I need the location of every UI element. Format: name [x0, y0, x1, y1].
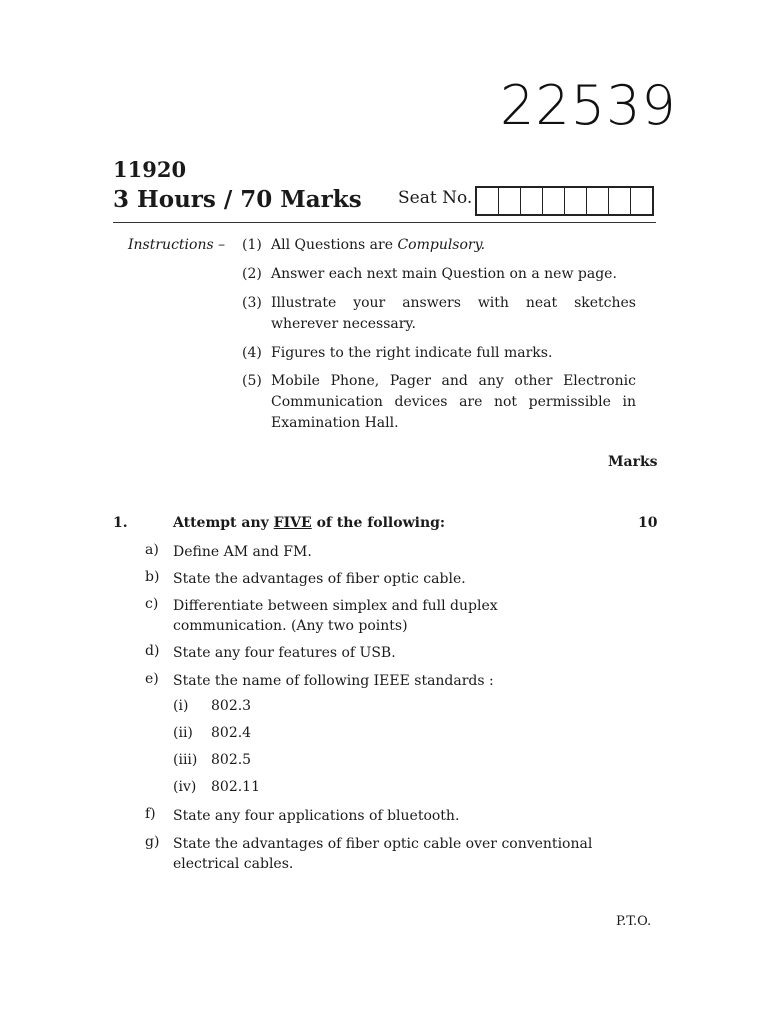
instruction-item — [242, 264, 642, 285]
instruction-number: (5) — [242, 373, 262, 389]
subquestion-text: State any four applications of bluetooth. — [173, 808, 460, 824]
standard-value: 802.3 — [211, 698, 252, 714]
standard-number: (i) — [173, 698, 189, 714]
question-number: 1. — [113, 515, 128, 531]
instruction-text: Answer each next main Question on a new page. — [271, 266, 617, 282]
subquestion-letter: e) — [145, 671, 159, 687]
subquestion-letter: c) — [145, 596, 159, 612]
seat-digit-box[interactable] — [609, 188, 631, 214]
subquestion-text: State the advantages of fiber optic cable over conventional electrical cables. — [173, 836, 593, 872]
standard-value: 802.4 — [211, 725, 252, 741]
page-turn-over: P.T.O. — [616, 914, 652, 929]
seat-digit-box[interactable] — [477, 188, 499, 214]
subquestion-text: Differentiate between simplex and full duplex communication. (Any two points) — [173, 598, 498, 634]
exam-code: 11920 — [113, 157, 187, 182]
standard-number: (iv) — [173, 779, 197, 795]
instruction-text: Illustrate your answers with neat sketches wherever necessary. — [271, 295, 636, 332]
instruction-item — [242, 235, 642, 256]
seat-number-label: Seat No. — [398, 188, 473, 208]
seat-digit-box[interactable] — [521, 188, 543, 214]
duration-marks: 3 Hours / 70 Marks — [113, 186, 362, 213]
seat-digit-box[interactable] — [499, 188, 521, 214]
instruction-item — [242, 343, 642, 364]
instruction-number: (4) — [242, 345, 262, 361]
seat-digit-box[interactable] — [587, 188, 609, 214]
subquestion-text: State any four features of USB. — [173, 645, 396, 661]
seat-digit-box[interactable] — [565, 188, 587, 214]
marks-column-header: Marks — [608, 454, 658, 470]
instruction-number: (1) — [242, 237, 262, 253]
instruction-item — [242, 293, 642, 335]
subquestion-text: State the name of following IEEE standards : — [173, 673, 494, 689]
header-divider — [113, 222, 656, 223]
subquestion-letter: b) — [145, 569, 160, 585]
subquestion-letter: a) — [145, 542, 159, 558]
instruction-item — [242, 371, 642, 434]
subquestion-letter: g) — [145, 834, 160, 850]
instruction-text: Figures to the right indicate full marks. — [271, 345, 553, 361]
question-title: Attempt any FIVE of the following: — [173, 515, 446, 531]
paper-code: 22539 — [500, 74, 677, 137]
standard-value: 802.5 — [211, 752, 252, 768]
question-marks: 10 — [638, 515, 658, 531]
instruction-text: All Questions are Compulsory. — [271, 237, 486, 253]
subquestion-text: Define AM and FM. — [173, 544, 312, 560]
instruction-number: (2) — [242, 266, 262, 282]
standard-number: (ii) — [173, 725, 193, 741]
seat-digit-box[interactable] — [543, 188, 565, 214]
seat-digit-box[interactable] — [631, 188, 652, 214]
standard-number: (iii) — [173, 752, 198, 768]
instruction-text: Mobile Phone, Pager and any other Electronic Communication devices are not permissible in Examination Hall. — [271, 373, 636, 431]
subquestion-text: State the advantages of fiber optic cable. — [173, 571, 466, 587]
seat-number-boxes[interactable] — [475, 186, 654, 216]
standard-value: 802.11 — [211, 779, 260, 795]
instruction-number: (3) — [242, 295, 262, 311]
subquestion-letter: d) — [145, 643, 160, 659]
instructions-label: Instructions – — [128, 237, 226, 253]
subquestion-letter: f) — [145, 806, 156, 822]
